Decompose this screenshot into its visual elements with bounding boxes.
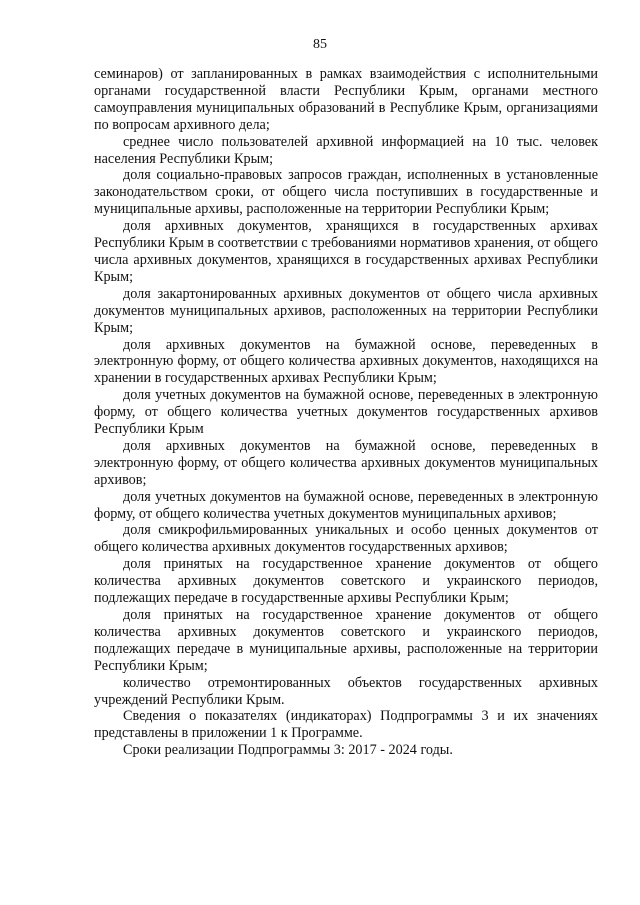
paragraph-accepted-municipal-storage: доля принятых на государственное хранение документов от общего количества архивных документов советского и украинского периодов, подлежащих передаче в муниципальные архивы, расположенные на территории Республики Крым; [94, 607, 598, 674]
paragraph-indicators-info: Сведения о показателях (индикаторах) Подпрограммы 3 и их значениях представлены в приложении 1 к Программе. [94, 708, 598, 742]
paragraph-storage-standards: доля архивных документов, хранящихся в государственных архивах Республики Крым в соответствии с требованиями нормативов хранения, от общего числа архивных документов, хранящихся в государственных архивах Республики Крым; [94, 218, 598, 285]
paragraph-implementation-period: Сроки реализации Подпрограммы 3: 2017 - 2024 годы. [123, 742, 453, 759]
paragraph-digitized-state-archives: доля архивных документов на бумажной основе, переведенных в электронную форму, от общего количества архивных документов, находящихся на хранении в государственных архивах Республики Крым; [94, 336, 598, 387]
paragraph-average-users: среднее число пользователей архивной информацией на 10 тыс. человек населения Республики Крым; [94, 133, 598, 167]
body-text [94, 66, 598, 759]
paragraph-boxed-documents: доля закартонированных архивных документов от общего числа архивных документов муниципальных архивов, расположенных на территории Республики Крым; [94, 285, 598, 336]
paragraph-seminars-continuation: семинаров) от запланированных в рамках взаимодействия с исполнительными органами государственной власти Республики Крым, органами местного самоуправления муниципальных образований в Республике Крым, организациями по вопросам архивного дела; [94, 66, 598, 133]
paragraph-repaired-facilities: количество отремонтированных объектов государственных архивных учреждений Республики Крым. [94, 674, 598, 708]
paragraph-microfilmed-documents: доля смикрофильмированных уникальных и особо ценных документов от общего количества архивных документов государственных архивов; [94, 522, 598, 556]
paragraph-social-legal-requests: доля социально-правовых запросов граждан, исполненных в установленные законодательством сроки, от общего числа поступивших в государственные и муниципальные архивы, расположенные на территории Республики Крым; [94, 167, 598, 218]
page-number: 85 [313, 37, 327, 52]
paragraph-digitized-state-accounting: доля учетных документов на бумажной основе, переведенных в электронную форму, от общего количества учетных документов государственных архивов Республики Крым [94, 387, 598, 438]
paragraph-accepted-state-storage: доля принятых на государственное хранение документов от общего количества архивных документов советского и украинского периодов, подлежащих передаче в государственные архивы Республики Крым; [94, 556, 598, 607]
paragraph-digitized-municipal-archives: доля архивных документов на бумажной основе, переведенных в электронную форму, от общего количества архивных документов муниципальных архивов; [94, 437, 598, 488]
paragraph-digitized-municipal-accounting: доля учетных документов на бумажной основе, переведенных в электронную форму, от общего количества учетных документов муниципальных архивов; [94, 488, 598, 522]
